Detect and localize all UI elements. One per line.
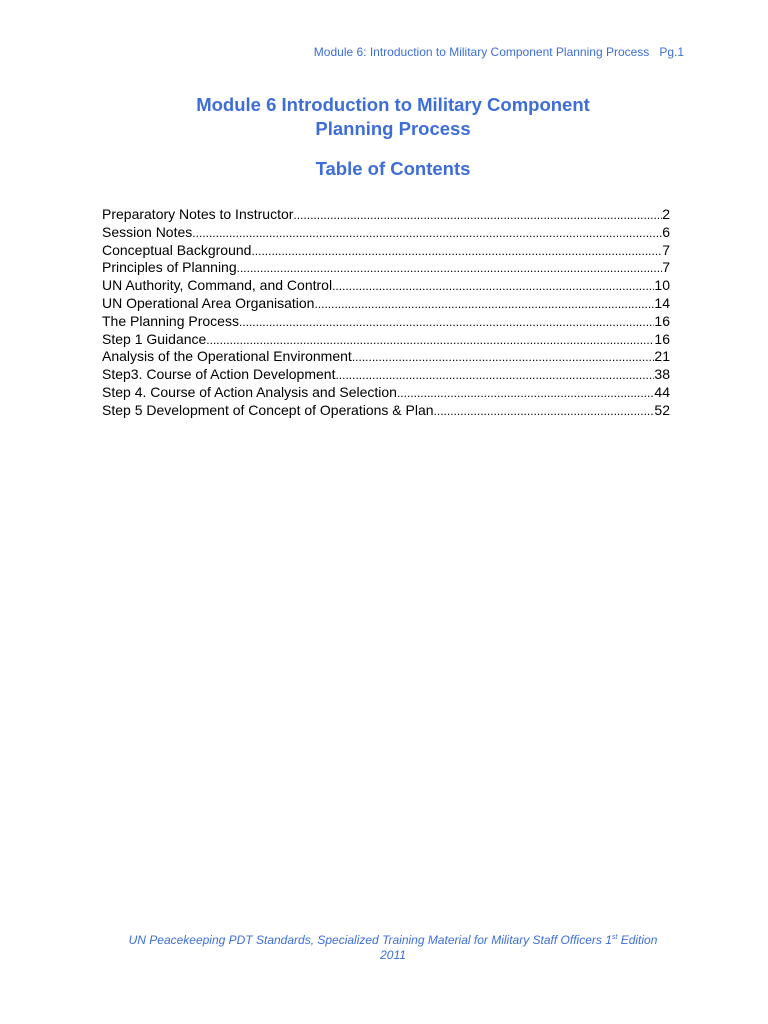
toc-leader-dots: [314, 296, 654, 313]
toc-entry[interactable]: [102, 206, 670, 224]
toc-entry-page: 21: [654, 348, 670, 365]
toc-entry[interactable]: [102, 348, 670, 366]
toc-leader-dots: [192, 225, 662, 242]
document-title-line-1: Module 6 Introduction to Military Component: [196, 94, 590, 115]
toc-heading: Table of Contents: [315, 158, 471, 179]
toc-entry-label: Session Notes: [102, 223, 193, 240]
toc-leader-dots: [206, 332, 654, 349]
toc-leader-dots: [434, 403, 655, 420]
toc-entry-page: 10: [654, 277, 670, 294]
toc-entry-label: Conceptual Background: [102, 241, 252, 258]
footer-text: UN Peacekeeping PDT Standards, Specialized Training Material for Military Staff Officers 1: [128, 933, 612, 947]
toc-leader-dots: [397, 385, 654, 402]
toc-entry-label: The Planning Process: [102, 312, 239, 329]
toc-leader-dots: [293, 207, 662, 224]
toc-entry[interactable]: [102, 402, 670, 420]
toc-leader-dots: [332, 278, 654, 295]
toc-entry-label: UN Operational Area Organisation: [102, 294, 315, 311]
footer-edition: Edition: [617, 933, 658, 947]
toc-entry[interactable]: [102, 384, 670, 402]
footer-line-1: [0, 933, 768, 948]
toc-entry[interactable]: [102, 313, 670, 331]
footer-year: 2011: [380, 948, 406, 962]
toc-entry[interactable]: [102, 295, 670, 313]
toc-entry-page: 6: [662, 223, 670, 240]
toc-entry-label: Step3. Course of Action Development: [102, 366, 336, 383]
toc-leader-dots: [335, 367, 654, 384]
header-page-number: Pg.1: [659, 45, 684, 59]
document-title: [0, 93, 768, 141]
toc-leader-dots: [251, 243, 662, 260]
toc-entry-page: 44: [654, 383, 670, 400]
toc-entry-page: 38: [654, 366, 670, 383]
toc-entry-page: 52: [654, 401, 670, 418]
toc-entry[interactable]: [102, 259, 670, 277]
toc-entry[interactable]: [102, 366, 670, 384]
header-module-text: Module 6: Introduction to Military Component Planning Process: [313, 45, 650, 59]
toc-entry-page: 14: [654, 294, 670, 311]
toc-entry[interactable]: [102, 224, 670, 242]
toc-entry-page: 7: [662, 241, 670, 258]
toc-leader-dots: [352, 349, 655, 366]
toc-leader-dots: [239, 314, 654, 331]
toc-entry[interactable]: [102, 242, 670, 260]
toc-entry-page: 16: [654, 312, 670, 329]
page-footer: [0, 933, 768, 963]
document-title-line-2: Planning Process: [315, 118, 471, 139]
toc-entry[interactable]: [102, 331, 670, 349]
toc-entry-label: Step 5 Development of Concept of Operations & Plan: [102, 401, 434, 418]
toc-entry[interactable]: [102, 277, 670, 295]
table-of-contents: [102, 206, 670, 420]
toc-entry-label: Step 1 Guidance: [102, 330, 207, 347]
toc-entry-label: UN Authority, Command, and Control: [102, 277, 333, 294]
toc-entry-page: 16: [654, 330, 670, 347]
toc-entry-label: Principles of Planning: [102, 259, 237, 276]
toc-entry-label: Analysis of the Operational Environment: [102, 348, 352, 365]
footer-superscript: st: [611, 934, 618, 941]
toc-leader-dots: [237, 260, 663, 277]
toc-entry-label: Step 4. Course of Action Analysis and Selection: [102, 383, 397, 400]
page-header: [314, 45, 684, 59]
toc-entry-page: 7: [662, 259, 670, 276]
toc-entry-label: Preparatory Notes to Instructor: [102, 206, 294, 222]
toc-entry-page: 2: [662, 206, 670, 222]
